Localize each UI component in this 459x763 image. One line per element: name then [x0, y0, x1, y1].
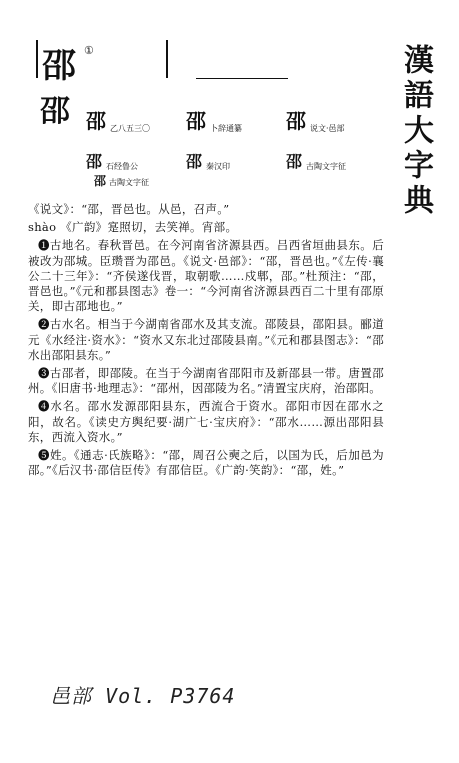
glyph-form-source: 说文·邑部 [310, 124, 345, 133]
glyph-form-char: 邵 [86, 109, 106, 133]
entry-body [28, 202, 384, 481]
glyph-form-source: 古陶文字征 [306, 162, 347, 171]
handwritten-reference: 邑部 Vol. P3764 [50, 684, 236, 708]
glyph-form-source: 卜辞通纂 [210, 124, 242, 133]
glyph-form-char: 邵 [286, 152, 303, 171]
definition-4: ❹水名。邵水发源邵阳县东，西流合于资水。邵阳市因在邵水之阳，故名。《读史方舆纪要·湖广七·宝庆府》：“邵水……源出邵阳县东，西流入资水。” [28, 399, 384, 444]
pronunciation-line: shào 《广韵》寔照切，去笑禅。宵部。 [28, 220, 238, 235]
dictionary-title: 漢語大字典 [398, 44, 433, 219]
shuowen-quote: 《说文》：“邵，晋邑也。从邑，召声。” [28, 202, 230, 216]
glyph-form [86, 105, 186, 134]
definition-2: ❷古水名。相当于今湖南省邵水及其支流。邵陵县，邵阳县。郦道元《水经注·资水》：“资水又东北过邵陵县南。”《元和郡县图志》：“邵水出邵阳县东。” [28, 317, 384, 362]
glyph-form [86, 149, 186, 172]
glyph-forms-table [86, 96, 386, 172]
glyph-forms-row [86, 96, 386, 134]
glyph-form [286, 149, 386, 172]
glyph-form-source: 古陶文字征 [109, 178, 150, 187]
header-bar-middle [166, 40, 168, 78]
glyph-form-char: 邵 [186, 152, 203, 171]
glyph-form [186, 149, 286, 172]
head-character: 邵 [42, 46, 77, 86]
glyph-form-source: 秦汉印 [206, 162, 231, 171]
glyph-form [186, 105, 286, 134]
glyph-forms-row [86, 134, 386, 172]
glyph-form-char: 邵 [286, 109, 306, 133]
glyph-form-char: 邵 [94, 174, 107, 188]
definition-5: ❺姓。《通志·氏族略》：“邵，周召公奭之后，以国为氏，后加邑为邵。”《后汉书·邵信臣传》有邵信臣。《广韵·笑韵》：“邵，姓。” [28, 448, 384, 478]
definition-3: ❸古邵者，即邵陵。在当于今湖南省邵阳市及新邵县一带。唐置邵州。《旧唐书·地理志》：“邵州，因邵陵为名。”清置宝庆府，治邵阳。 [28, 366, 384, 396]
glyph-form-char: 邵 [186, 109, 206, 133]
head-note: ① [84, 44, 94, 57]
glyph-form-char: 邵 [86, 152, 103, 171]
glyph-form-source: 石经鲁公 [106, 162, 139, 171]
header-rule [196, 78, 288, 79]
glyph-form-source: 乙八五三〇 [110, 124, 150, 133]
header-bar-left [36, 40, 38, 78]
entry-character: 邵 [40, 94, 70, 129]
glyph-form [286, 105, 386, 134]
glyph-form-extra [94, 176, 149, 188]
definition-1: ❶古地名。春秋晋邑。在今河南省济源县西。吕西省垣曲县东。后被改为邵城。臣瓒晋为邵邑。《说文·邑部》：“邵，晋邑也。”《左传·襄公二十三年》：“齐侯遂伐晋，取朝歌……戍郫，邵。”杜预注：“邵，晋邑也。”《元和郡县图志》卷一：“今河南省济源县西百二十里有邵原关，即古邵地也。” [28, 238, 384, 314]
